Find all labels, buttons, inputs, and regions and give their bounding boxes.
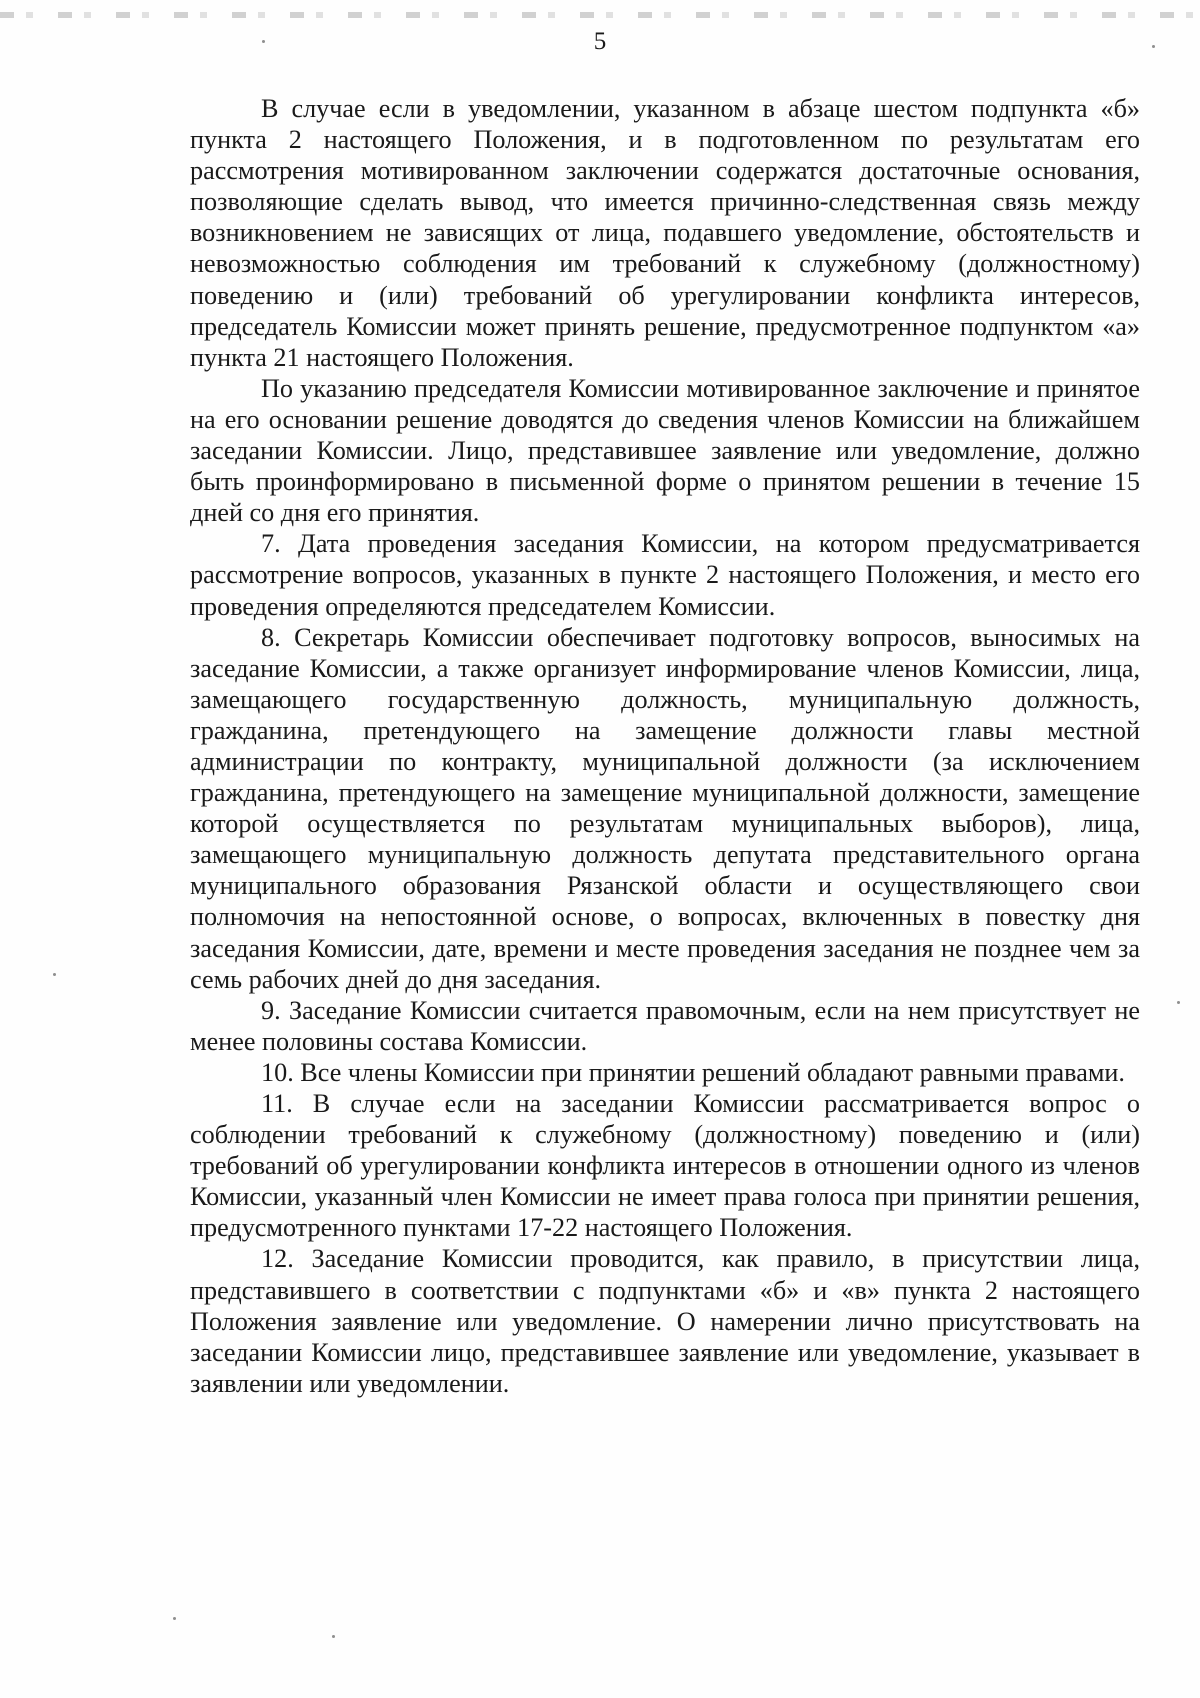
paragraph: 9. Заседание Комиссии считается правомочным, если на нем присутствует не менее половины состава Комиссии.	[190, 995, 1140, 1056]
paragraph: 10. Все члены Комиссии при принятии решений обладают равными правами.	[261, 1057, 1125, 1087]
paragraph: 12. Заседание Комиссии проводится, как правило, в присутствии лица, представившего в соответствии с подпунктами «б» и «в» пункта 2 настоящего Положения заявление или уведомление. О намерении лично присутствовать на заседании Комиссии лицо, представившее заявление или уведомление, указывает в заявлении или уведомлении.	[190, 1244, 1140, 1398]
paragraph: 7. Дата проведения заседания Комиссии, на котором предусматривается рассмотрение вопросов, указанных в пункте 2 настоящего Положения, и место его проведения определяются председателем Комиссии.	[190, 529, 1140, 621]
scan-speck	[1177, 1001, 1180, 1004]
scan-speck	[53, 973, 56, 976]
paragraph: По указанию председателя Комиссии мотивированное заключение и принятое на его основании решение доводятся до сведения членов Комиссии на ближайшем заседании Комиссии. Лицо, представившее заявление или уведомление, должно быть проинформировано в письменной форме о принятом решении в течение 15 дней со дня его принятия.	[190, 373, 1140, 528]
paragraph: 11. В случае если на заседании Комиссии рассматривается вопрос о соблюдении требований к служебному (должностному) поведению и (или) требований об урегулировании конфликта интересов в отношении одного из членов Комиссии, указанный член Комиссии не имеет права голоса при принятии решения, предусмотренного пунктами 17-22 настоящего Положения.	[190, 1089, 1140, 1243]
document-body	[190, 93, 1140, 1399]
scan-speck	[173, 1617, 176, 1620]
page-number: 5	[593, 28, 607, 55]
scan-speck	[332, 1635, 335, 1638]
scan-speck	[1152, 45, 1155, 48]
paragraph: В случае если в уведомлении, указанном в абзаце шестом подпункта «б» пункта 2 настоящего Положения, и в подготовленном по результатам его рассмотрения мотивированном заключении содержатся достаточные основания, позволяющие сделать вывод, что имеется причинно-следственная связь между возникновением не зависящих от лица, подавшего уведомление, обстоятельств и невозможностью соблюдения им требований к служебному (должностному) поведению и (или) требований об урегулировании конфликта интересов, председатель Комиссии может принять решение, предусмотренное подпунктом «а» пункта 21 настоящего Положения.	[190, 94, 1140, 372]
scan-top-edge	[0, 12, 1200, 18]
scan-speck	[262, 40, 265, 43]
paragraph: 8. Секретарь Комиссии обеспечивает подготовку вопросов, выносимых на заседание Комиссии, а также организует информирование членов Комиссии, лица, замещающего государственную должность, муниципальную должность, гражданина, претендующего на замещение должности главы местной администрации по контракту, муниципальной должности (за исключением гражданина, претендующего на замещение муниципальной должности, замещение которой осуществляется по результатам муниципальных выборов), лица, замещающего муниципальную должность депутата представительного органа муниципального образования Рязанской области и осуществляющего свои полномочия на непостоянной основе, о вопросах, включенных в повестку дня заседания Комиссии, дате, времени и месте проведения заседания не позднее чем за семь рабочих дней до дня заседания.	[190, 622, 1140, 994]
